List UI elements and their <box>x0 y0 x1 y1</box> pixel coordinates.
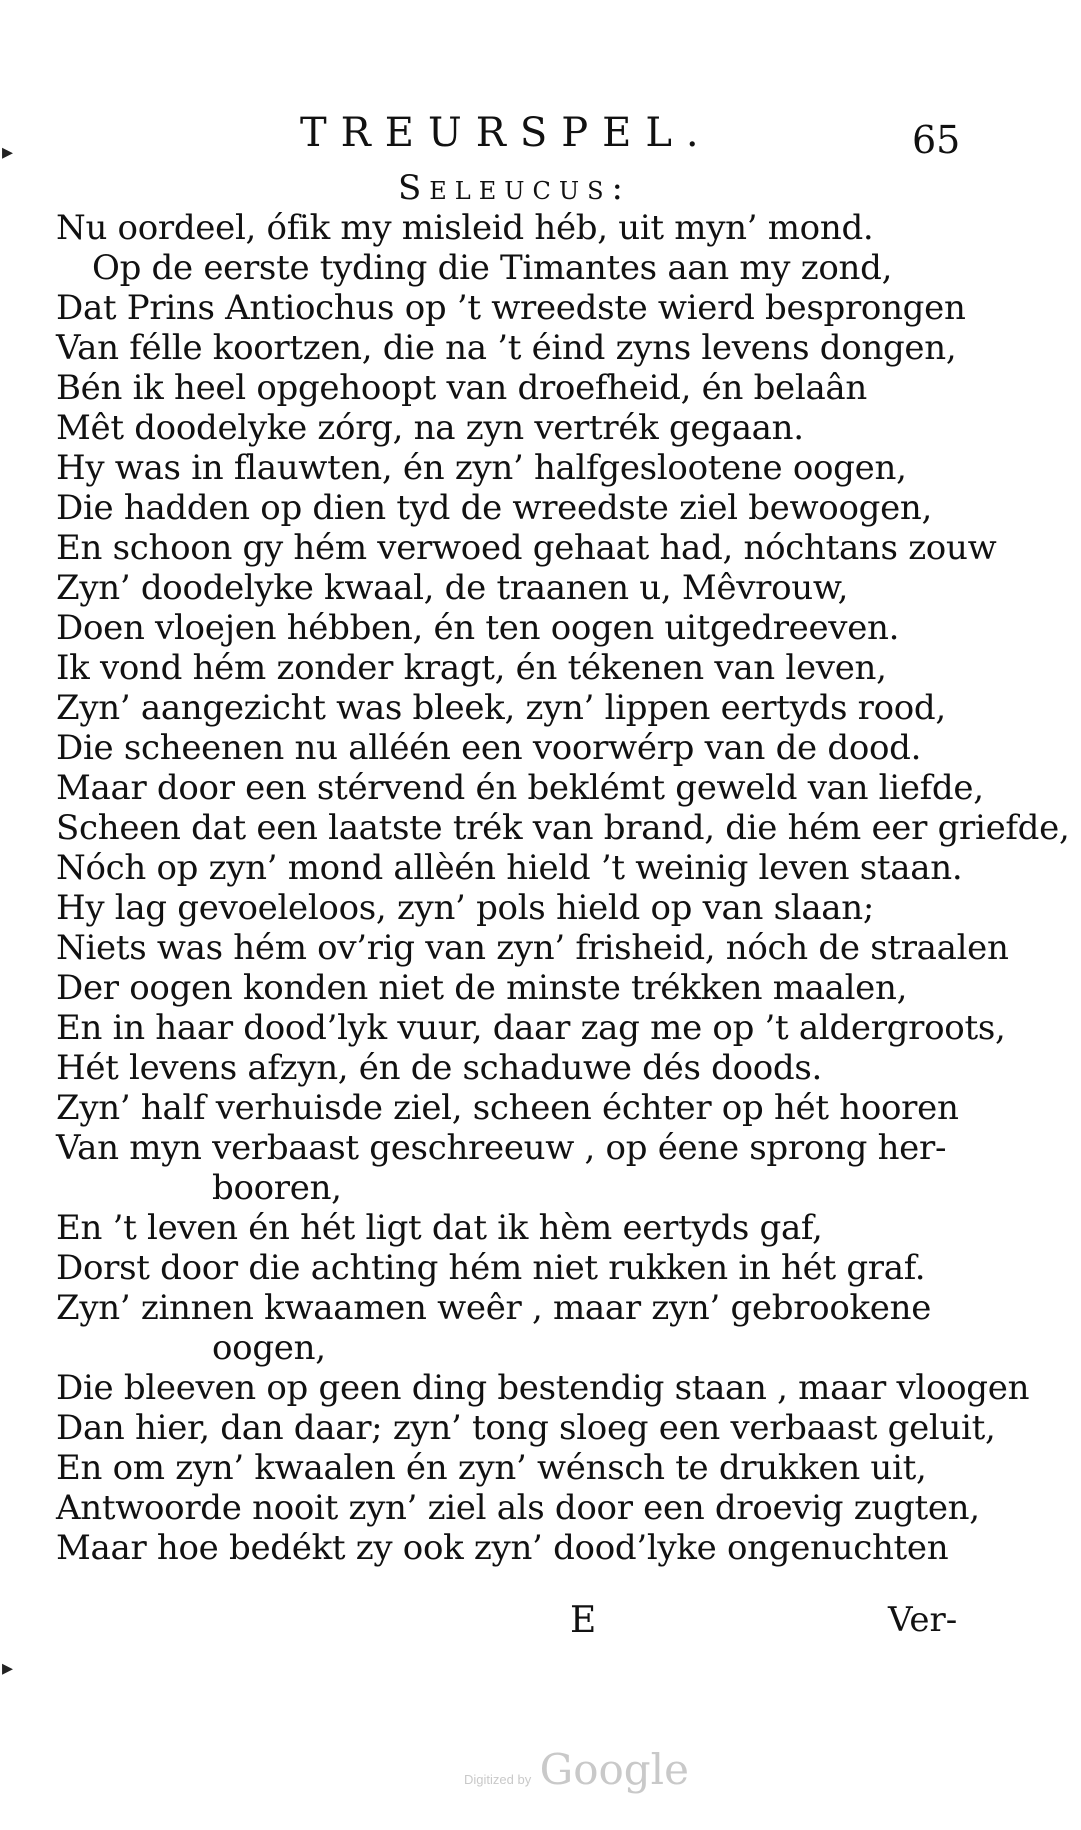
catchword: Ver- <box>888 1600 958 1640</box>
verse-line: Hy lag gevoeleloos, zyn’ pols hield op van slaan; <box>56 888 875 928</box>
verse-line: En ’t leven én hét ligt dat ik hèm eertyds gaf, <box>56 1208 823 1248</box>
verse-line: Der oogen konden niet de minste trékken maalen, <box>56 968 908 1008</box>
verse-line-continuation: booren, <box>212 1168 342 1208</box>
verse-line: En schoon gy hém verwoed gehaat had, nóchtans zouw <box>56 528 997 568</box>
verse-line: Scheen dat een laatste trék van brand, die hém eer griefde, <box>56 808 1070 848</box>
digitization-watermark <box>464 1745 689 1794</box>
verse-line: Zyn’ doodelyke kwaal, de traanen u, Mêvrouw, <box>56 568 849 608</box>
verse-line: Nóch op zyn’ mond allèén hield ’t weinig leven staan. <box>56 848 963 888</box>
speaker-name: Seleucus: <box>398 168 631 208</box>
watermark-brand: Google <box>539 1745 689 1794</box>
verse-line: Nu oordeel, ófik my misleid héb, uit myn’ mond. <box>56 208 874 248</box>
watermark-prefix: Digitized by <box>464 1772 532 1787</box>
verse-line: En om zyn’ kwaalen én zyn’ wénsch te drukken uit, <box>56 1448 927 1488</box>
verse-line: Op de eerste tyding die Timantes aan my zond, <box>92 248 893 288</box>
verse-line: Van félle koortzen, die na ’t éind zyns levens dongen, <box>56 328 957 368</box>
verse-line: Niets was hém ov’rig van zyn’ frisheid, nóch de straalen <box>56 928 1009 968</box>
verse-line: Dorst door die achting hém niet rukken in hét graf. <box>56 1248 926 1288</box>
verse-line: Maar door een stérvend én beklémt geweld van liefde, <box>56 768 984 808</box>
verse-line: Zyn’ aangezicht was bleek, zyn’ lippen eertyds rood, <box>56 688 946 728</box>
verse-line: Van myn verbaast geschreeuw , op éene sprong her- <box>56 1128 947 1168</box>
verse-line: Bén ik heel opgehoopt van droefheid, én belaân <box>56 368 867 408</box>
page-number: 65 <box>912 118 961 162</box>
margin-mark-icon: ▸ <box>2 1656 14 1681</box>
verse-line: Hét levens afzyn, én de schaduwe dés doods. <box>56 1048 823 1088</box>
verse-line: Die bleeven op geen ding bestendig staan , maar vloogen <box>56 1368 1030 1408</box>
verse-line: Dat Prins Antiochus op ’t wreedste wierd besprongen <box>56 288 966 328</box>
verse-line: Maar hoe bedékt zy ook zyn’ dood’lyke ongenuchten <box>56 1528 949 1568</box>
verse-line: Antwoorde nooit zyn’ ziel als door een droevig zugten, <box>56 1488 980 1528</box>
verse-line: En in haar dood’lyk vuur, daar zag me op ’t aldergroots, <box>56 1008 1006 1048</box>
margin-mark-icon: ▸ <box>2 140 14 165</box>
verse-line: Hy was in flauwten, én zyn’ halfgeslootene oogen, <box>56 448 907 488</box>
verse-line: Die hadden op dien tyd de wreedste ziel bewoogen, <box>56 488 933 528</box>
verse-line: Mêt doodelyke zórg, na zyn vertrék gegaan. <box>56 408 804 448</box>
signature-mark: E <box>570 1600 597 1641</box>
verse-line: Zyn’ zinnen kwaamen weêr , maar zyn’ gebrookene <box>56 1288 932 1328</box>
verse-line: Doen vloejen hébben, én ten oogen uitgedreeven. <box>56 608 900 648</box>
verse-line: Zyn’ half verhuisde ziel, scheen échter op hét hooren <box>56 1088 959 1128</box>
verse-line: Die scheenen nu alléén een voorwérp van de dood. <box>56 728 922 768</box>
running-head: TREURSPEL. <box>300 110 713 156</box>
verse-line-continuation: oogen, <box>212 1328 326 1368</box>
verse-line: Ik vond hém zonder kragt, én tékenen van leven, <box>56 648 887 688</box>
verse-line: Dan hier, dan daar; zyn’ tong sloeg een verbaast geluit, <box>56 1408 996 1448</box>
verse-block <box>56 208 1070 1568</box>
